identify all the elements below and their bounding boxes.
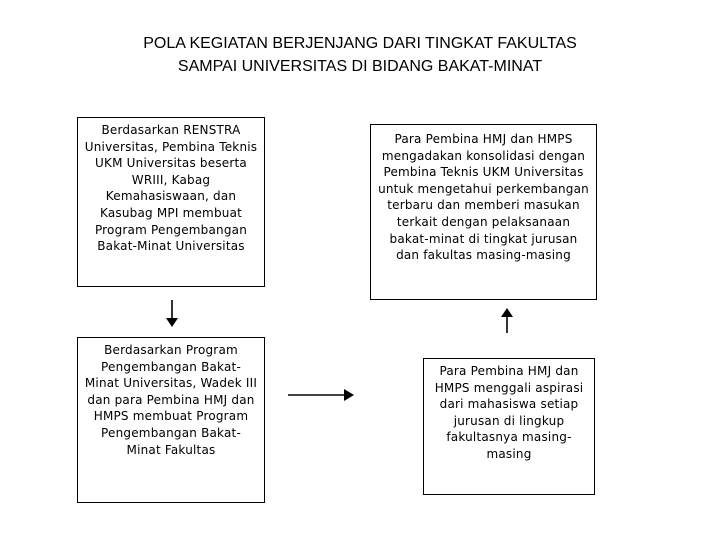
arrow-up-aspirations-to-consolidation — [501, 308, 513, 333]
title-line-2: SAMPAI UNIVERSITAS DI BIDANG BAKAT-MINAT — [177, 58, 543, 75]
node-consolidation: Para Pembina HMJ dan HMPS mengadakan konsolidasi dengan Pembina Teknis UKM Universitas untuk mengetahui perkembangan terbaru dan memberi masukan terkait dengan pelaksanaan bakat-minat di tingkat jurusan dan fakultas masing-masing — [370, 124, 597, 300]
arrow-right-faculty-to-aspirations — [288, 389, 354, 401]
node-student-aspirations: Para Pembina HMJ dan HMPS menggali aspirasi dari mahasiswa setiap jurusan di lingkup fakultasnya masing-masing — [423, 358, 595, 495]
arrow-down-university-to-faculty — [166, 300, 178, 327]
node-university-program: Berdasarkan RENSTRA Universitas, Pembina Teknis UKM Universitas beserta WRIII, Kabag Kemahasiswaan, dan Kasubag MPI membuat Program Pengembangan Bakat-Minat Universitas — [77, 117, 265, 287]
node-faculty-program: Berdasarkan Program Pengembangan Bakat-Minat Universitas, Wadek III dan para Pembina HMJ dan HMPS membuat Program Pengembangan Bakat-Minat Fakultas — [77, 337, 265, 503]
title-line-1: POLA KEGIATAN BERJENJANG DARI TINGKAT FAKULTAS — [143, 35, 577, 52]
